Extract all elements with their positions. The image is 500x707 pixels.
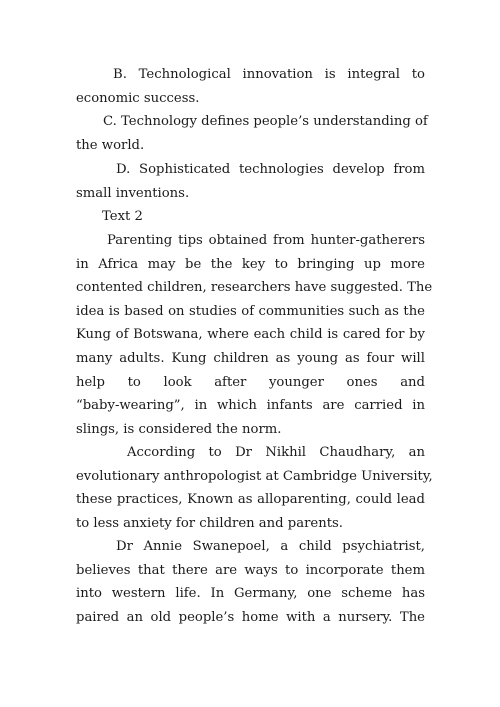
paragraph-line: evolutionary anthropologist at Cambridge University, [76, 468, 433, 484]
paragraph-line: “baby-wearing”, in which infants are carried in [76, 398, 425, 414]
section-title-text: Text 2 [102, 209, 143, 224]
paragraph-line: Kung of Botswana, where each child is cared for by [76, 327, 425, 343]
paragraph-line: believes that there are ways to incorporate them [76, 562, 425, 578]
paragraph-line: According to Dr Nikhil Chaudhary, an [127, 445, 425, 460]
paragraph-line: contented children, researchers have suggested. The [76, 280, 433, 296]
option-d-line: small inventions. [76, 185, 190, 201]
paragraph-line: to less anxiety for children and parents. [76, 515, 343, 531]
option-b-line: economic success. [76, 90, 200, 106]
option-c-line: C. Technology defines people’s understanding of [103, 114, 428, 129]
option-c-line: the world. [76, 137, 145, 153]
section-title [76, 205, 425, 229]
paragraph-line: help to look after younger ones and [76, 374, 425, 390]
paragraph-line: paired an old people’s home with a nursery. The [76, 609, 425, 625]
paragraph-3 [76, 535, 425, 629]
paragraph-2 [76, 441, 433, 535]
option-b-line: B. Technological innovation is integral to [113, 67, 425, 82]
paragraph-line: into western life. In Germany, one scheme has [76, 586, 425, 602]
paragraph-line: in Africa may be the key to bringing up more [76, 256, 425, 272]
option-d-line: D. Sophisticated technologies develop from [116, 162, 425, 177]
option-b [76, 63, 425, 110]
paragraph-line: idea is based on studies of communities such as the [76, 303, 425, 319]
paragraph-line: Parenting tips obtained from hunter-gatherers [107, 233, 425, 248]
paragraph-1 [76, 229, 433, 441]
paragraph-line: many adults. Kung children as young as four will [76, 350, 425, 366]
paragraph-line: slings, is considered the norm. [76, 421, 282, 437]
option-d [76, 158, 425, 205]
paragraph-line: Dr Annie Swanepoel, a child psychiatrist, [116, 539, 425, 554]
paragraph-line: these practices, Known as alloparenting, could lead [76, 492, 425, 508]
option-c [76, 110, 428, 157]
